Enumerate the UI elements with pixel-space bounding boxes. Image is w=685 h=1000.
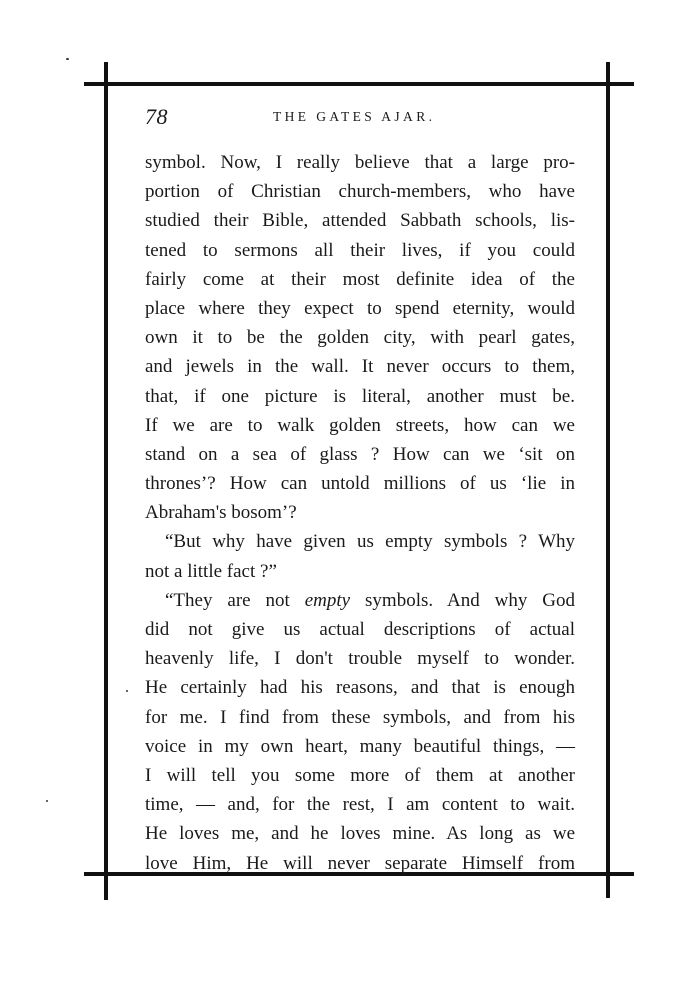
paper-speck [126,690,128,692]
text-line: studied their Bible, attended Sabbath schools, lis- [145,210,575,232]
left-rule [104,62,108,900]
paper-speck [66,58,69,60]
text-line: own it to be the golden city, with pearl gates, [145,327,575,349]
text-line: thrones’? How can untold millions of us ‘lie in [145,473,575,495]
text-line: symbol. Now, I really believe that a large pro- [145,152,575,173]
body-text [145,148,575,878]
page-number: 78 [145,104,168,129]
text-line: fairly come at their most definite idea of the [145,268,575,290]
text-line: heavenly life, I don't trouble myself to wonder. [145,648,575,670]
text-line: and jewels in the wall. It never occurs to them, [145,356,575,378]
text-line: I will tell you some more of them at another [145,764,575,786]
text-line: He loves me, and he loves mine. As long as we [145,823,575,845]
text-line: “But why have given us empty symbols ? Why [165,531,575,553]
emphasized-word: empty [304,589,351,611]
text-line: that, if one picture is literal, another must be. [145,385,575,407]
text-line: not a little fact ?” [145,560,277,582]
text-line: Abraham's bosom’? [145,502,297,524]
page-header [145,104,575,134]
text-line: place where they expect to spend eternity, would [145,297,575,319]
text-line: did not give us actual descriptions of actual [145,619,575,640]
text-run: symbols. And why God [350,589,575,611]
text-line: portion of Christian church-members, who have [145,181,575,203]
text-line [145,586,575,615]
paper-speck [46,800,48,802]
text-line: stand on a sea of glass ? How can we ‘sit on [145,443,575,465]
running-title: THE GATES AJAR. [273,109,436,124]
text-line: time, — and, for the rest, I am content to wait. [145,794,575,816]
text-run: “They are not [165,589,305,611]
top-rule [84,82,634,86]
text-line: love Him, He will never separate Himself from [145,852,575,874]
right-rule [606,62,610,898]
text-line: tened to sermons all their lives, if you could [145,239,575,261]
text-line: He certainly had his reasons, and that is enough [145,677,575,699]
text-line: voice in my own heart, many beautiful things, — [145,735,575,757]
text-line: for me. I find from these symbols, and from his [145,706,575,728]
text-line: If we are to walk golden streets, how can we [145,414,575,436]
